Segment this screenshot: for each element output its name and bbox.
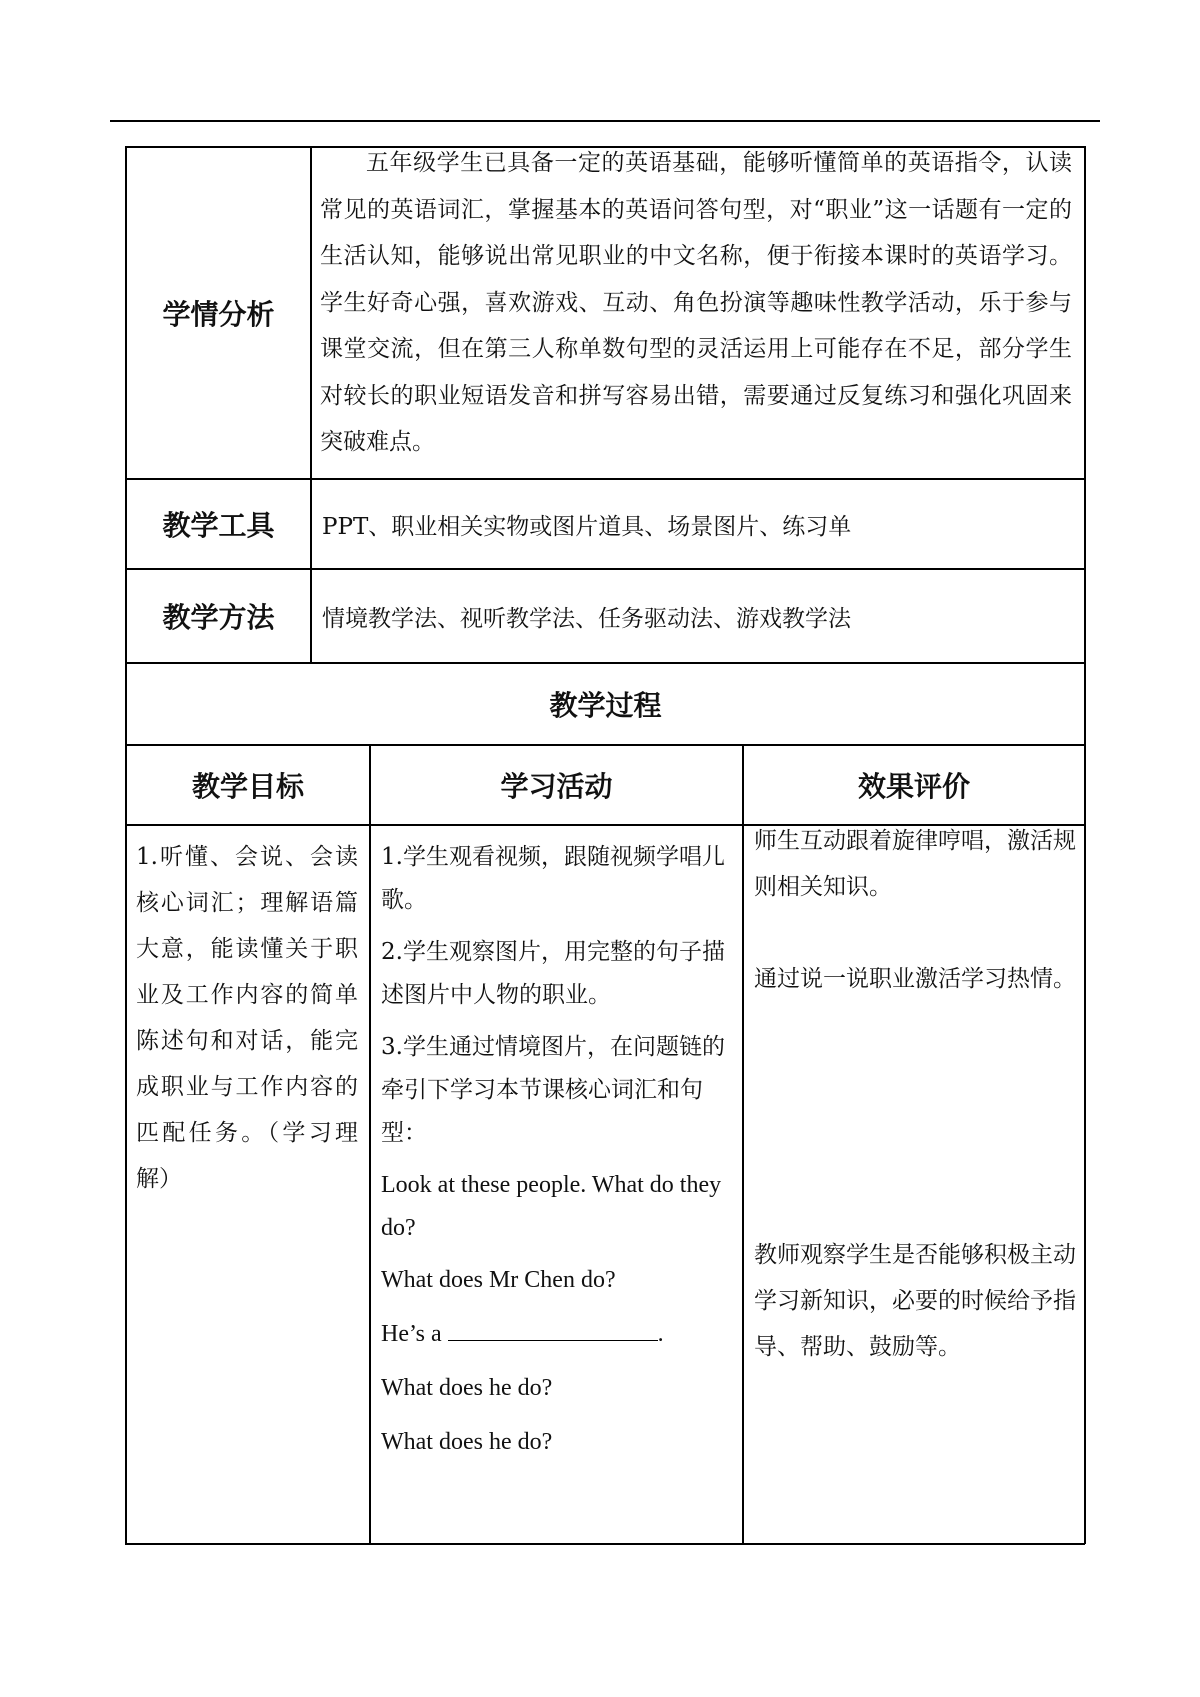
activity-item-3: 3.学生通过情境图片，在问题链的牵引下学习本节课核心词汇和句型： [381,1034,725,1146]
methods-text: 情境教学法、视听教学法、任务驱动法、游戏教学法 [322,605,851,632]
process-title: 教学过程 [549,689,662,722]
activity-item-1: 1.学生观看视频，跟随视频学唱儿歌。 [381,844,725,913]
activity-question-4: What does he do? [381,1429,553,1455]
activity-list [381,836,733,1464]
activity-item-2: 2.学生观察图片，用完整的句子描述图片中人物的职业。 [381,939,725,1008]
evaluation-1: 师生互动跟着旋律哼唱，激活规则相关知识。 [754,828,1076,900]
evaluation-3: 教师观察学生是否能够积极主动学习新知识，必要的时候给予指导、帮助、鼓励等。 [754,1242,1076,1360]
tools-label: 教学工具 [162,509,275,542]
header-evaluation: 效果评价 [857,770,970,803]
evaluation-2: 通过说一说职业激活学习热情。 [754,966,1076,992]
methods-label: 教学方法 [162,601,275,634]
activity-fill-blank [381,1313,733,1356]
fill-blank-prefix: He’s a [381,1321,442,1347]
goal-text: 1.听懂、会说、会读核心词汇；理解语篇大意，能读懂关于职业及工作内容的简单陈述句和对话，能完成职业与工作内容的匹配任务。（学习理解） [136,844,358,1192]
tools-text: PPT、职业相关实物或图片道具、场景图片、练习单 [322,513,852,540]
fill-blank-suffix: . [657,1321,664,1347]
activity-question-2: What does Mr Chen do? [381,1267,616,1293]
activity-question-1: Look at these people. What do they do? [381,1172,722,1241]
header-activity: 学习活动 [500,770,613,803]
analysis-label: 学情分析 [162,298,275,331]
analysis-text: 五年级学生已具备一定的英语基础，能够听懂简单的英语指令，认读常见的英语词汇，掌握基本的英语问答句型，对“职业”这一话题有一定的生活认知，能够说出常见职业的中文名称，便于衔接本课时的英语学习。学生好奇心强，喜欢游戏、互动、角色扮演等趣味性教学活动，乐于参与课堂交流，但在第三人称单数句型的灵活运用上可能存在不足，部分学生对较长的职业短语发音和拼写容易出错，需要通过反复练习和强化巩固来突破难点。 [320,150,1072,455]
header-rule [110,120,1100,122]
header-goal: 教学目标 [191,770,304,803]
answer-blank [448,1318,658,1341]
activity-question-3: What does he do? [381,1375,553,1401]
